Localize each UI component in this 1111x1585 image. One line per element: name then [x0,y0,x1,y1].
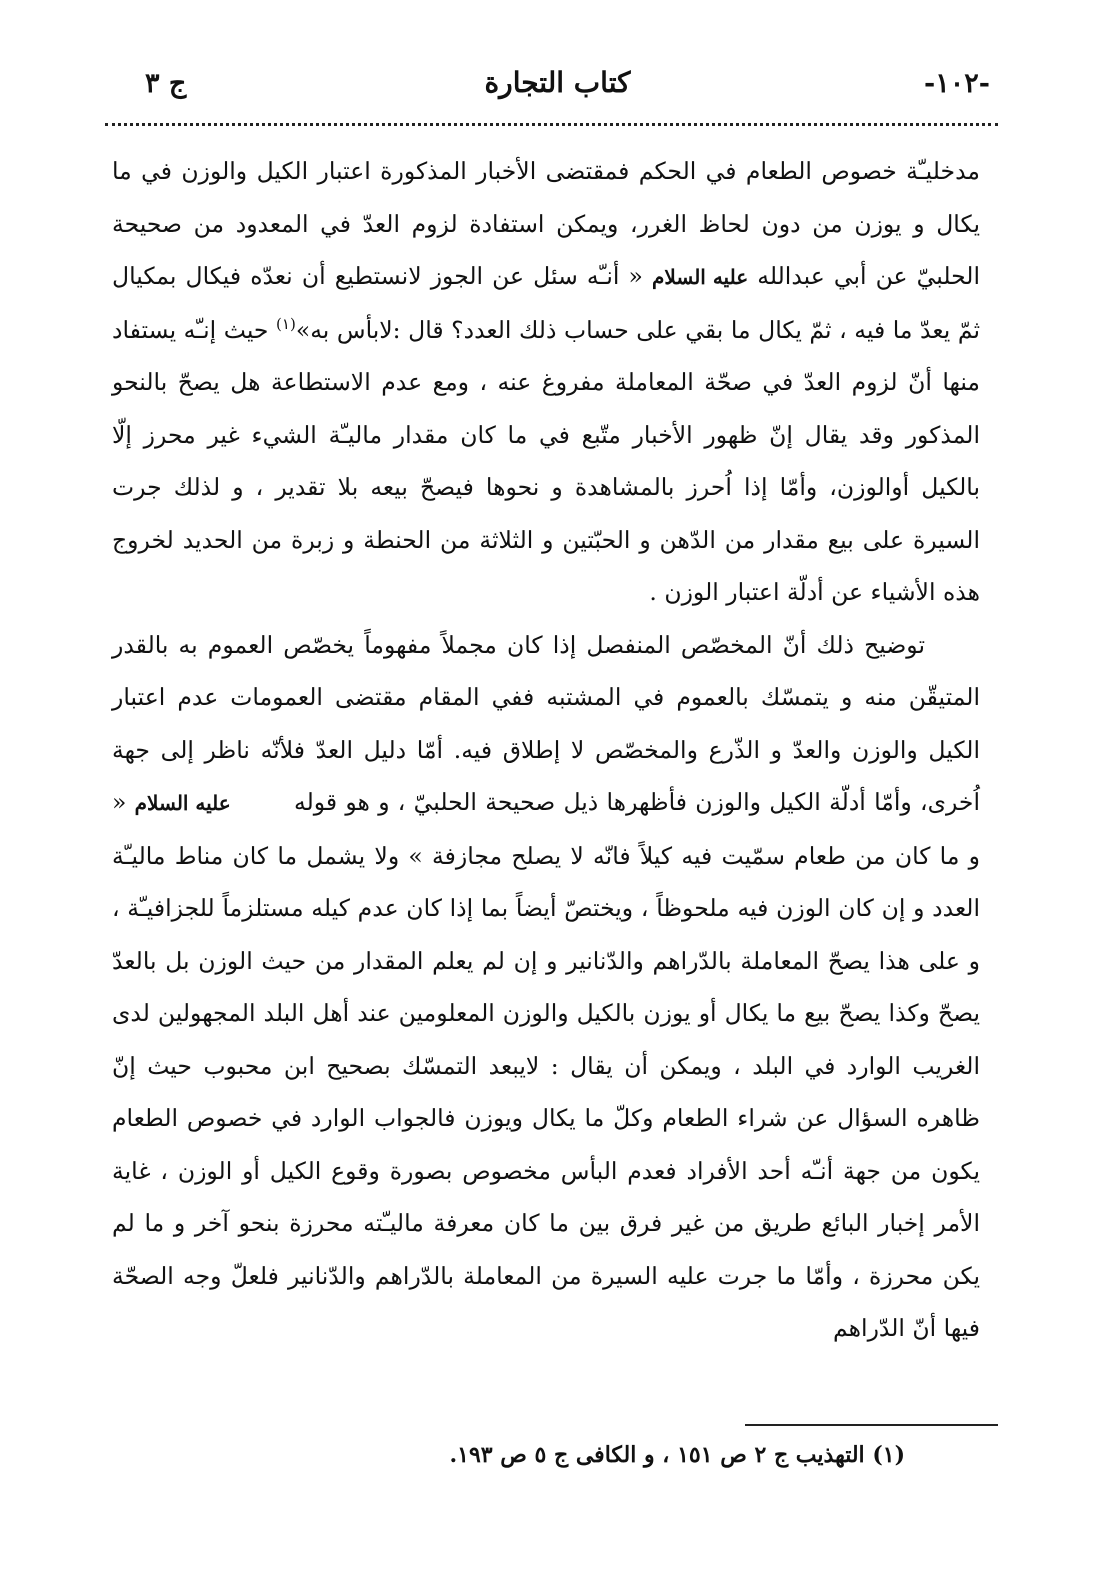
footnote: (١) التهذيب ج ٢ ص ١٥١ ، و الكافى ج ٥ ص ١٩٣. [449,1442,905,1468]
header-divider [105,123,998,126]
paragraph-1-part-b: « أنـّه سئل عن الجوز لانستطيع أن نعدّه فيكال بمكيال ثمّ يعدّ ما فيه ، ثمّ يكال ما بقي على حساب ذلك العدد؟ قال :لابأس به» [112,262,981,344]
paragraph-2-part-a: توضيح ذلك أنّ المخصّص المنفصل إذا كان مجملاً مفهوماً يخصّص العموم به بالقدر المتيقّن منه و يتمسّك بالعموم في المشتبه ففي المقام مقتضى العمومات عدم اعتبار الكيل والوزن والعدّ و الذّرع والمخصّص لا إطلاق فيه. أمّا دليل العدّ فلأنّه ناظر إلى جهة اُخرى، وأمّا أدلّة الكيل والوزن فأظهرها ذيل صحيحة الحلبيّ ، و هو قوله [112,630,980,816]
paragraph-1-part-c: حيث إنـّه يستفاد منها أنّ لزوم العدّ في صحّة المعاملة مفروغ عنه ، ومع عدم الاستطاعة هل يصحّ بالنحو المذكور وقد يقال إنّ ظهور الأخبار متّبع في ما كان مقدار ماليـّة الشيء غير محرز إلّا بالكيل أوالوزن، وأمّا إذا اُحرز بالمشاهدة و نحوها فيصحّ بيعه بلا تقدير ، و لذلك جرت السيرة على بيع مقدار من الدّهن و الحبّتين و الثلاثة من الحنطة و زبرة من الحديد لخروج هذه الأشياء عن أدلّة اعتبار الوزن . [112,315,980,606]
paragraph-2-part-b: « و ما كان من طعام سمّيت فيه كيلاً فانّه لا يصلح مجازفة » ولا يشمل ما كان مناط ماليـّة العدد و إن كان الوزن فيه ملحوظاً ، ويختصّ أيضاً بما إذا كان عدم كيله مستلزماً للجزافيـّة ، و على هذا يصحّ المعاملة بالدّراهم والدّنانير و إن لم يعلم المقدار من حيث الوزن بل بالعدّ يصحّ وكذا يصحّ بيع ما يكال أو يوزن بالكيل والوزن المعلومين عند أهل البلد المجهولين لدى الغريب الوارد في البلد ، ويمكن أن يقال : لايبعد التمسّك بصحيح ابن محبوب حيث إنّ ظاهره السؤال عن شراء الطعام وكلّ ما يكال ويوزن فالجواب الوارد في خصوص الطعام يكون من جهة أنـّه أحد الأفراد فعدم البأس مخصوص بصورة وقوع الكيل أو الوزن ، غاية الأمر إخبار البائع طريق من غير فرق بين ما كان معرفة ماليـّته محرزة بنحو آخر و ما لم يكن محرزة ، وأمّا ما جرت عليه السيرة من المعاملة بالدّراهم والدّنانير فلعلّ وجه الصحّة فيها أنّ الدّراهم [112,788,980,1342]
honorific-symbol: عليه السلام [652,265,749,289]
volume-label: ج ٣ [145,68,187,99]
page-number: -١٠٢- [924,68,990,99]
page-header [125,62,990,110]
footnote-divider [745,1424,998,1426]
paragraph-1 [112,145,980,619]
book-title: كتاب التجارة [484,66,631,99]
paragraph-1-part-a: مدخليـّة خصوص الطعام في الحكم فمقتضى الأخبار المذكورة اعتبار الكيل والوزن في ما يكال و يوزن من دون لحاظ الغرر، ويمكن استفادة لزوم العدّ في المعدود من صحيحة الحلبيّ عن أبي عبدالله [112,157,980,290]
body-text [112,145,980,1355]
paragraph-2 [112,619,980,1355]
footnote-reference: (١) [276,314,296,333]
honorific-symbol: عليه السلام [134,791,231,815]
